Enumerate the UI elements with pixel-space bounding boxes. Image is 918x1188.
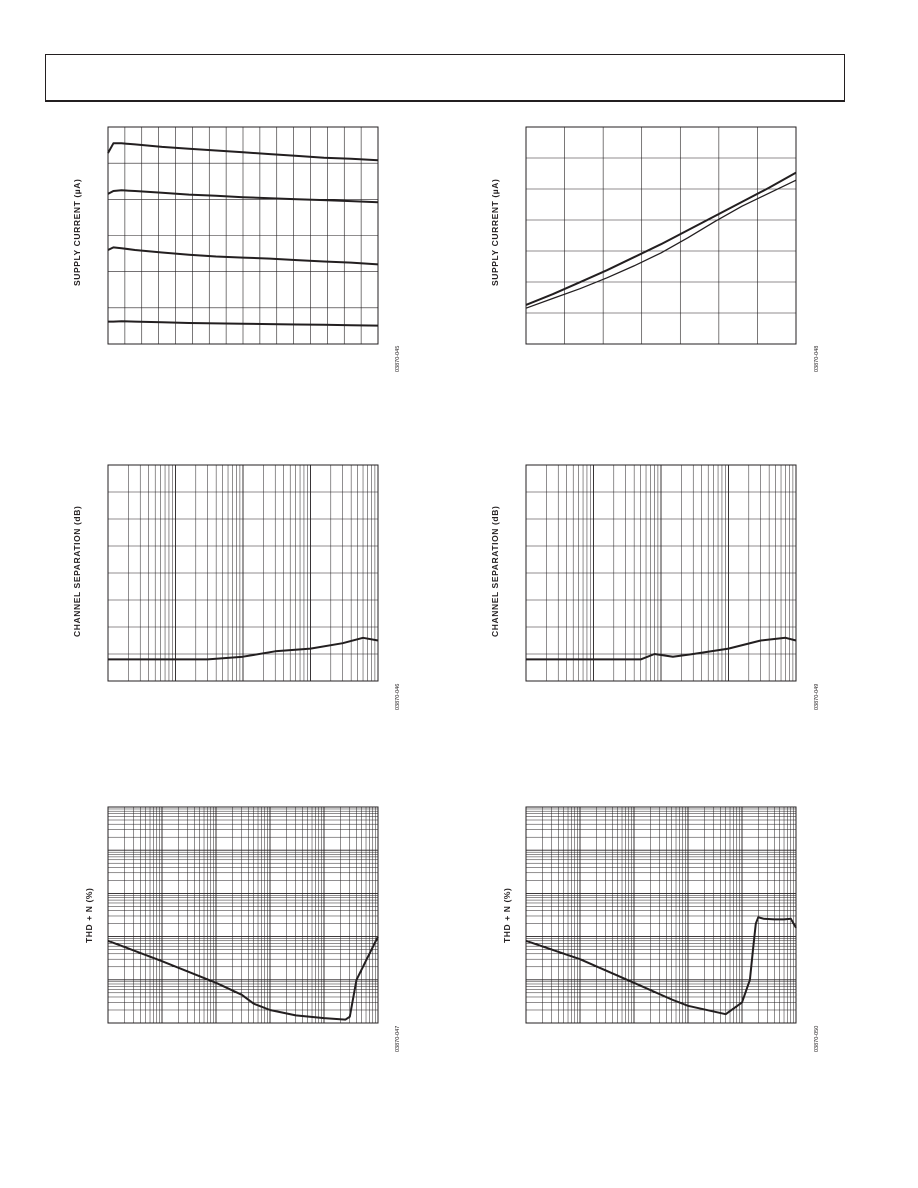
figure-id: 03870-049	[814, 683, 820, 710]
series-line-1	[526, 173, 796, 305]
plot-frame	[526, 807, 796, 1023]
thd-n-chart-left	[108, 807, 378, 1023]
y-axis-label: THD + N (%)	[502, 887, 512, 943]
figure-id: 03870-045	[395, 345, 401, 372]
supply-current-chart-right	[526, 127, 796, 344]
series-line-1	[526, 917, 796, 1014]
y-axis-label: SUPPLY CURRENT (µA)	[72, 178, 82, 286]
y-axis-label: THD + N (%)	[84, 887, 94, 943]
figure-id: 03870-046	[395, 683, 401, 710]
figure-id: 03870-050	[814, 1025, 820, 1052]
channel-separation-chart-left	[108, 465, 378, 681]
plot-frame	[108, 807, 378, 1023]
y-axis-label: CHANNEL SEPARATION (dB)	[490, 505, 500, 637]
series-line-1	[108, 937, 378, 1020]
plot-frame	[526, 127, 796, 344]
supply-current-chart-left	[108, 127, 378, 344]
page-header-box	[45, 54, 845, 102]
thd-n-chart-right	[526, 807, 796, 1023]
y-axis-label: SUPPLY CURRENT (µA)	[490, 178, 500, 286]
figure-id: 03870-047	[395, 1025, 401, 1052]
figure-id: 03870-048	[814, 345, 820, 372]
channel-separation-chart-right	[526, 465, 796, 681]
y-axis-label: CHANNEL SEPARATION (dB)	[72, 505, 82, 637]
